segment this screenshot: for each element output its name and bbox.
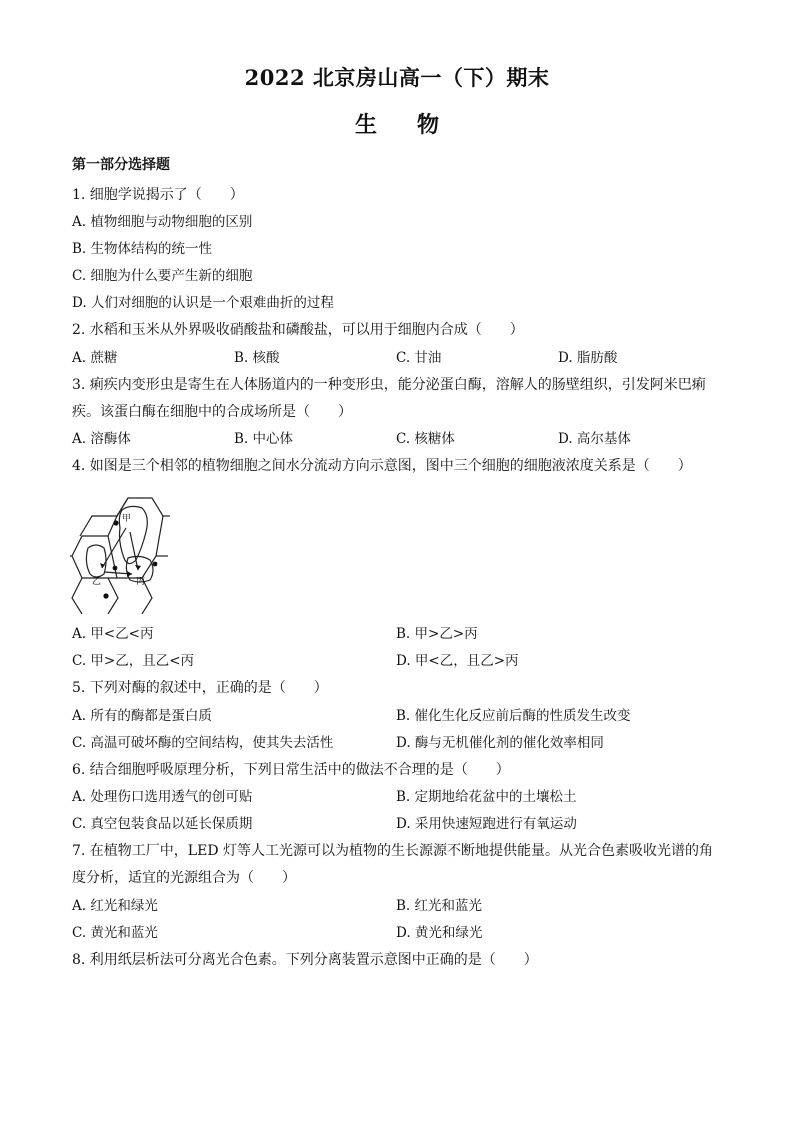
question-6-option-d: D. 采用快速短跑进行有氧运动 (396, 816, 577, 832)
question-7-option-d: D. 黄光和绿光 (396, 925, 483, 941)
question-3-option-d: D. 高尔基体 (558, 431, 631, 447)
question-1-option-a: A. 植物细胞与动物细胞的区别 (72, 214, 253, 230)
question-2-option-d: D. 脂肪酸 (558, 350, 618, 366)
question-2-option-a: A. 蔗糖 (72, 350, 118, 366)
cell-wall (80, 498, 128, 536)
question-3-option-c: C. 核糖体 (396, 431, 455, 447)
cell-wall (72, 536, 117, 578)
question-7-option-a: A. 红光和绿光 (72, 898, 158, 914)
question-5-option-d: D. 酶与无机催化剂的催化效率相同 (396, 735, 604, 751)
label-yi: 乙 (92, 577, 102, 587)
question-2-option-b: B. 核酸 (234, 350, 280, 366)
cell-yi-membrane (86, 545, 106, 577)
question-4-option-c: C. 甲>乙，且乙<丙 (72, 653, 195, 669)
arrowhead-icon (127, 571, 132, 577)
question-5-stem: 5. 下列对酶的叙述中，正确的是（ ） (72, 680, 328, 696)
question-2-stem: 2. 水稻和玉米从外界吸收硝酸盐和磷酸盐，可以用于细胞内合成（ ） (72, 322, 524, 338)
label-jia: 甲 (122, 514, 132, 524)
nucleus-dot (113, 520, 118, 525)
plant-cell-diagram (70, 488, 170, 614)
arrowhead-icon (135, 565, 141, 570)
nucleus-dot (153, 562, 158, 567)
arrow-jia-to-bing (130, 532, 138, 570)
question-3-stem-line-1: 3. 痢疾内变形虫是寄生在人体肠道内的一种变形虫，能分泌蛋白酶，溶解人的肠壁组织，引发阿米巴痢 (72, 377, 706, 393)
question-7-option-b: B. 红光和蓝光 (396, 898, 483, 914)
question-3-option-b: B. 中心体 (234, 431, 294, 447)
question-6-option-b: B. 定期地给花盆中的土壤松土 (396, 789, 577, 805)
question-4-option-b: B. 甲>乙>丙 (396, 626, 478, 642)
cell-wall (72, 578, 82, 614)
section-heading: 第一部分选择题 (72, 157, 170, 173)
page-title: 2022 北京房山高一（下）期末 (244, 65, 550, 90)
question-4-option-a: A. 甲<乙<丙 (72, 626, 154, 642)
question-5-option-a: A. 所有的酶都是蛋白质 (72, 708, 212, 724)
subject-title: 生物 (354, 112, 479, 138)
question-7-stem-line-2: 度分析，适宜的光源组合为（ ） (72, 870, 296, 886)
question-8-stem: 8. 利用纸层析法可分离光合色素。下列分离装置示意图中正确的是（ ） (72, 952, 538, 968)
nucleus-dot (113, 566, 118, 571)
question-3-stem-line-2: 疾。该蛋白酶在细胞中的合成场所是（ ） (72, 404, 352, 420)
question-1-stem: 1. 细胞学说揭示了（ ） (72, 187, 244, 203)
question-4-stem: 4. 如图是三个相邻的植物细胞之间水分流动方向示意图，图中三个细胞的细胞液浓度关系是（ ） (72, 458, 692, 474)
question-6-stem: 6. 结合细胞呼吸原理分析，下列日常生活中的做法不合理的是（ ） (72, 762, 510, 778)
question-7-option-c: C. 黄光和蓝光 (72, 925, 158, 941)
question-1-option-c: C. 细胞为什么要产生新的细胞 (72, 268, 253, 284)
question-5-option-b: B. 催化生化反应前后酶的性质发生改变 (396, 708, 631, 724)
question-1-option-b: B. 生物体结构的统一性 (72, 241, 213, 257)
question-7-stem-line-1: 7. 在植物工厂中，LED 灯等人工光源可以为植物的生长源源不断地提供能量。从光合色素吸收光谱的角 (72, 843, 713, 859)
question-3-option-a: A. 溶酶体 (72, 431, 131, 447)
question-5-option-c: C. 高温可破坏酶的空间结构，使其失去活性 (72, 735, 334, 751)
question-1-option-d: D. 人们对细胞的认识是一个艰难曲折的过程 (72, 295, 334, 311)
question-2-option-c: C. 甘油 (396, 350, 442, 366)
question-6-option-a: A. 处理伤口选用透气的创可贴 (72, 789, 253, 805)
nucleus-dot (103, 593, 108, 598)
label-bing: 丙 (136, 577, 146, 587)
question-6-option-c: C. 真空包装食品以延长保质期 (72, 816, 253, 832)
question-4-option-d: D. 甲<乙，且乙>丙 (396, 653, 519, 669)
cell-wall (108, 578, 118, 614)
